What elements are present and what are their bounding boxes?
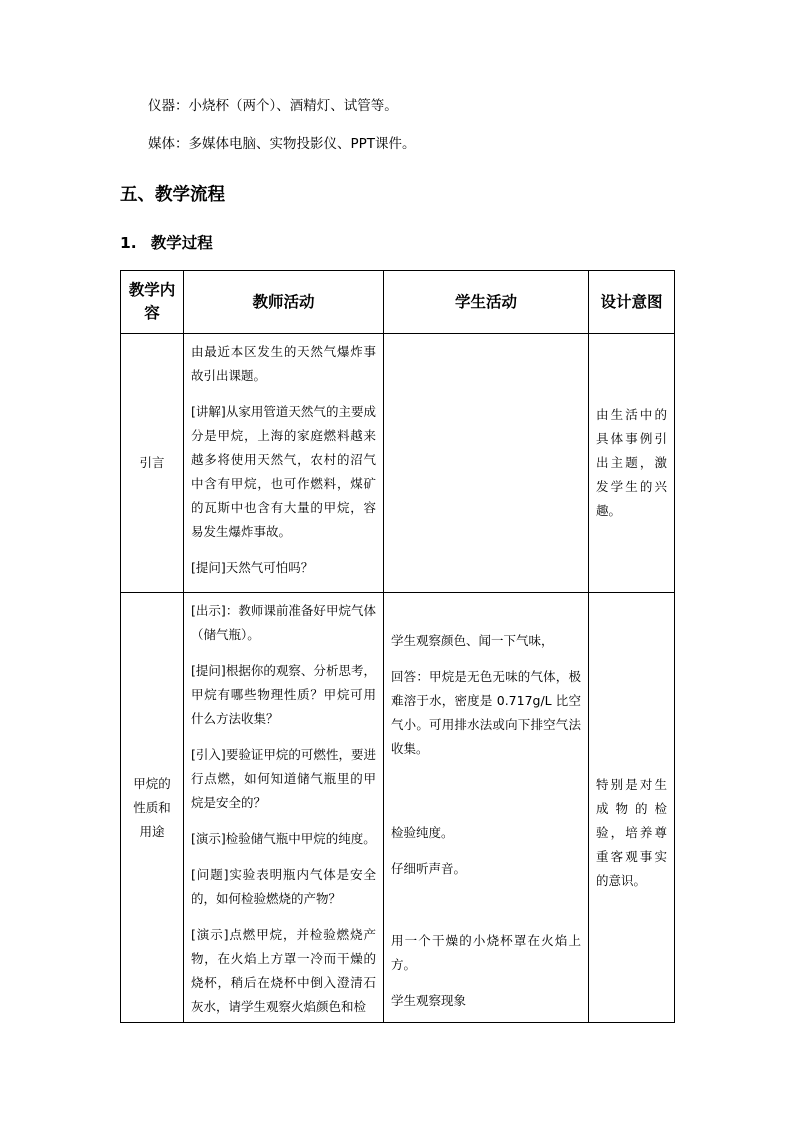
row2-teacher-p3: [引入]要验证甲烷的可燃性，要进行点燃，如何知道储气瓶里的甲烷是安全的？	[191, 747, 376, 810]
row2-student	[384, 593, 589, 1023]
row2-student-p3: 检验纯度。	[391, 825, 454, 840]
subsection-title	[120, 231, 213, 253]
row2-design-cell	[589, 593, 675, 1023]
row2-student-p6: 学生观察现象	[391, 993, 467, 1008]
row1-design: 由生活中的具体事例引出主题，激发学生的兴趣。	[596, 407, 667, 518]
table-row	[121, 334, 675, 593]
table-row	[121, 593, 675, 1023]
header-student: 学生活动	[384, 271, 589, 334]
section-title: 五、教学流程	[120, 185, 225, 205]
row1-content: 引言	[121, 334, 184, 593]
header-teacher: 教师活动	[184, 271, 384, 334]
row2-student-p4: 仔细听声音。	[391, 861, 467, 876]
row2-teacher-p4: [演示]检验储气瓶中甲烷的纯度。	[191, 831, 376, 846]
row2-teacher-p1: [出示]：教师课前准备好甲烷气体（储气瓶）。	[191, 603, 376, 642]
media-line: 媒体：多媒体电脑、实物投影仪、PPT课件。	[148, 136, 416, 152]
row2-teacher	[184, 593, 384, 1023]
subsection-number: 1.	[120, 234, 137, 252]
row2-teacher-p2: [提问]根据你的观察、分析思考，甲烷有哪些物理性质？甲烷可用什么方法收集？	[191, 663, 376, 726]
header-content: 教学内容	[121, 271, 184, 334]
row1-teacher-p1: 由最近本区发生的天然气爆炸事故引出课题。	[191, 344, 376, 383]
row2-design: 特别是对生成物的检验，培养尊重客观事实的意识。	[596, 776, 667, 888]
table-header-row	[121, 271, 675, 334]
row1-teacher-p2: [讲解]从家用管道天然气的主要成分是甲烷，上海的家庭燃料越来越多将使用天然气，农村的沼气中含有甲烷，也可作燃料，煤矿的瓦斯中也含有大量的甲烷，容易发生爆炸事故。	[191, 404, 376, 539]
row2-student-p5: 用一个干燥的小烧杯罩在火焰上方。	[391, 933, 581, 972]
row1-design-cell	[589, 334, 675, 593]
row2-teacher-p6: [演示]点燃甲烷，并检验燃烧产物，在火焰上方罩一冷而干燥的烧杯，稍后在烧杯中倒入澄清石灰水，请学生观察火焰颜色和检	[191, 927, 376, 1014]
subsection-label: 教学过程	[150, 234, 213, 252]
row2-teacher-p5: [问题]实验表明瓶内气体是安全的，如何检验燃烧的产物？	[191, 867, 376, 906]
row1-teacher	[184, 334, 384, 593]
row1-teacher-p3: [提问]天然气可怕吗？	[191, 560, 314, 575]
row2-content-cell	[121, 593, 184, 1023]
row2-student-p2: 回答：甲烷是无色无味的气体，极难溶于水，密度是 0.717g/L 比空气小。可用排水法或向下排空气法收集。	[391, 669, 581, 756]
row2-content: 甲烷的性质和用途	[133, 775, 171, 839]
row1-student	[384, 334, 589, 593]
row2-student-p1: 学生观察颜色、闻一下气味，	[391, 633, 554, 648]
header-design: 设计意图	[589, 271, 675, 334]
teaching-process-table	[120, 270, 675, 1023]
instruments-line: 仪器：小烧杯（两个）、酒精灯、试管等。	[148, 98, 398, 114]
